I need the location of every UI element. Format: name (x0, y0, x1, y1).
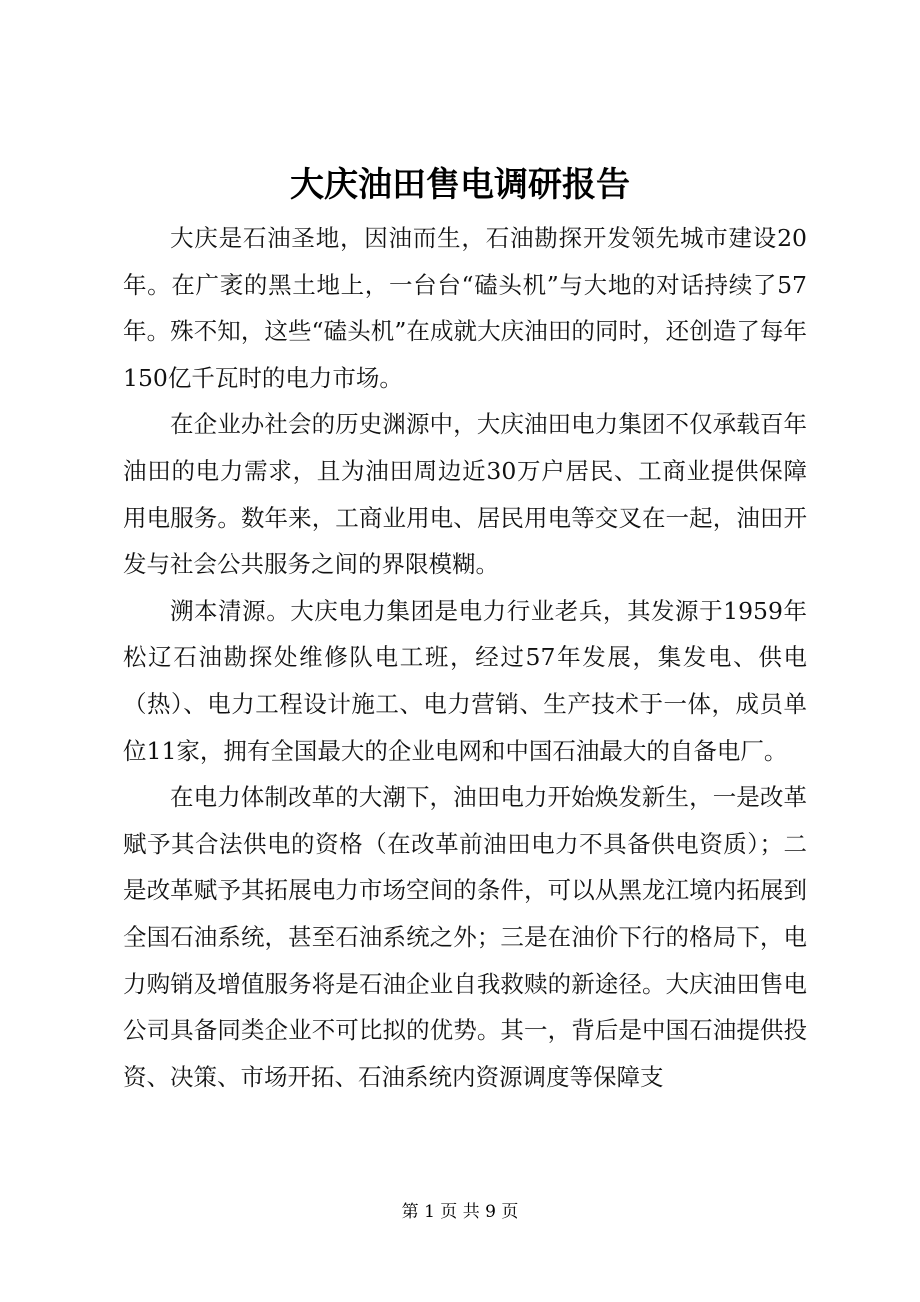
document-body (123, 215, 807, 1100)
paragraph-3: 溯本清源。大庆电力集团是电力行业老兵，其发源于1959年松辽石油勘探处维修队电工班，经过57年发展，集发电、供电（热）、电力工程设计施工、电力营销、生产技术于一体，成员单位11家，拥有全国最大的企业电网和中国石油最大的自备电厂。 (123, 596, 807, 765)
page-number-footer: 第 1 页 共 9 页 (401, 1202, 519, 1222)
paragraph-4: 在电力体制改革的大潮下，油田电力开始焕发新生，一是改革赋予其合法供电的资格（在改革前油田电力不具备供电资质）；二是改革赋予其拓展电力市场空间的条件，可以从黑龙江境内拓展到全国石油系统，甚至石油系统之外；三是在油价下行的格局下，电力购销及增值服务将是石油企业自我救赎的新途径。大庆油田售电公司具备同类企业不可比拟的优势。其一，背后是中国石油提供投资、决策、市场开拓、石油系统内资源调度等保障支 (123, 783, 807, 1091)
paragraph-2: 在企业办社会的历史渊源中，大庆油田电力集团不仅承载百年油田的电力需求，且为油田周边近30万户居民、工商业提供保障用电服务。数年来，工商业用电、居民用电等交叉在一起，油田开发与社会公共服务之间的界限模糊。 (123, 410, 807, 579)
document-title: 大庆油田售电调研报告 (290, 165, 630, 205)
paragraph-1: 大庆是石油圣地，因油而生，石油勘探开发领先城市建设20年。在广袤的黑土地上，一台台“磕头机”与大地的对话持续了57年。殊不知，这些“磕头机”在成就大庆油田的同时，还创造了每年150亿千瓦时的电力市场。 (123, 224, 807, 392)
